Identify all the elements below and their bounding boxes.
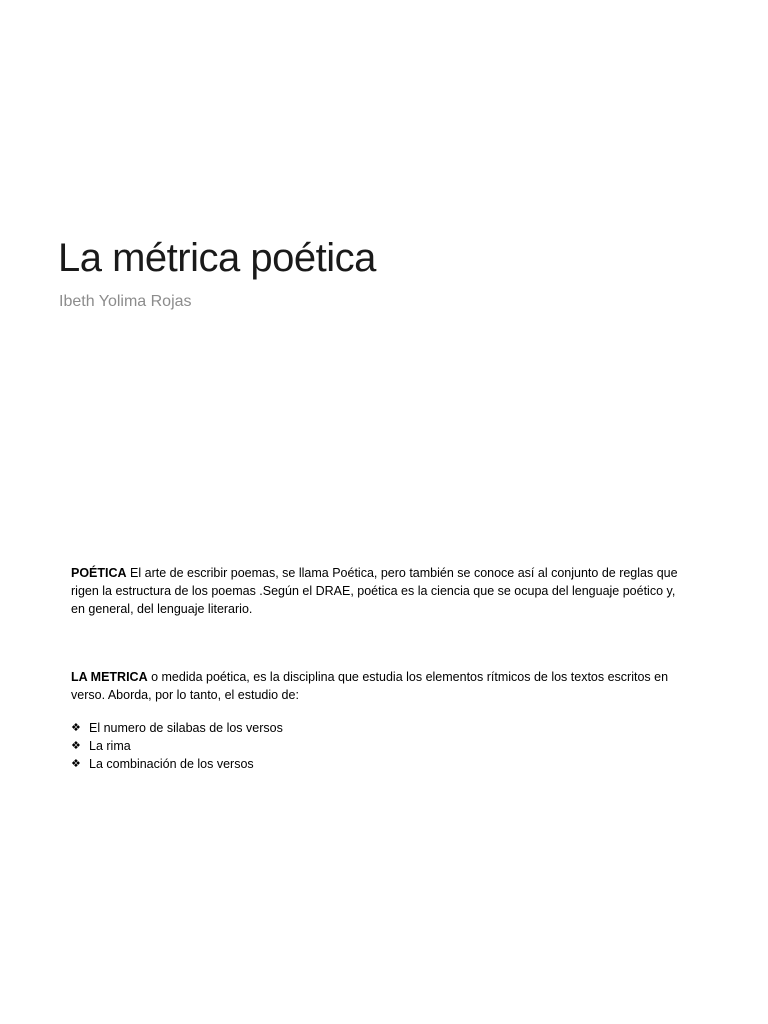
diamond-bullet-icon: ❖ — [71, 740, 81, 752]
paragraph-poetica — [71, 564, 681, 618]
paragraph-metrica-text: o medida poética, es la disciplina que estudia los elementos rítmicos de los textos escritos en verso. Aborda, por lo tanto, el estudio de: — [71, 670, 669, 702]
list-item — [71, 755, 283, 773]
list-item — [71, 737, 283, 755]
document-author: Ibeth Yolima Rojas — [59, 293, 192, 310]
list-item-label: El numero de silabas de los versos — [89, 721, 283, 735]
term-poetica: POÉTICA — [71, 566, 127, 580]
paragraph-poetica-text: El arte de escribir poemas, se llama Poética, pero también se conoce así al conjunto de reglas que rigen la estructura de los poemas .Según el DRAE, poética es la ciencia que se ocupa del lenguaje poético y, en general, del lenguaje literario. — [71, 566, 678, 616]
document-title: La métrica poética — [58, 236, 376, 280]
diamond-bullet-icon: ❖ — [71, 758, 81, 770]
topics-list — [71, 719, 283, 773]
term-metrica: LA METRICA — [71, 670, 148, 684]
list-item-label: La combinación de los versos — [89, 757, 254, 771]
diamond-bullet-icon: ❖ — [71, 722, 81, 734]
list-item-label: La rima — [89, 739, 131, 753]
paragraph-metrica — [71, 668, 681, 704]
list-item — [71, 719, 283, 737]
